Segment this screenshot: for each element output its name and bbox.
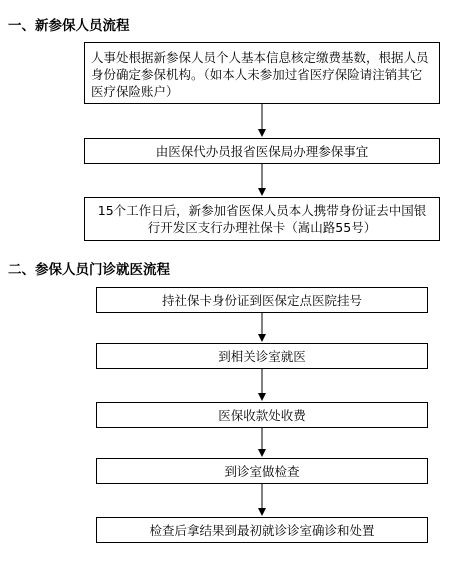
flow-step-text: 医保收款处收费 bbox=[218, 407, 306, 423]
flow-step-text: 到相关诊室就医 bbox=[218, 348, 306, 364]
flow-step-text: 15个工作日后，新参加省医保人员本人携带身份证去中国银行开发区支行办理社保卡（嵩山路55号） bbox=[97, 203, 427, 235]
section2-heading: 二、参保人员门诊就医流程 bbox=[8, 262, 170, 278]
flow-step-text: 检查后拿结果到最初就诊诊室确诊和处置 bbox=[149, 522, 375, 538]
flow-step-text: 到诊室做检查 bbox=[224, 463, 300, 479]
flow-step-text: 由医保代办员报省医保局办理参保事宜 bbox=[155, 143, 369, 159]
flow-step-text: 人事处根据新参保人员个人基本信息核定缴费基数，根据人员身份确定参保机构。（如本人未参加过省医疗保险请注销其它医疗保险账户） bbox=[91, 49, 429, 99]
section1-heading: 一、新参保人员流程 bbox=[8, 18, 130, 34]
flow-step-text: 持社保卡身份证到医保定点医院挂号 bbox=[161, 292, 362, 308]
